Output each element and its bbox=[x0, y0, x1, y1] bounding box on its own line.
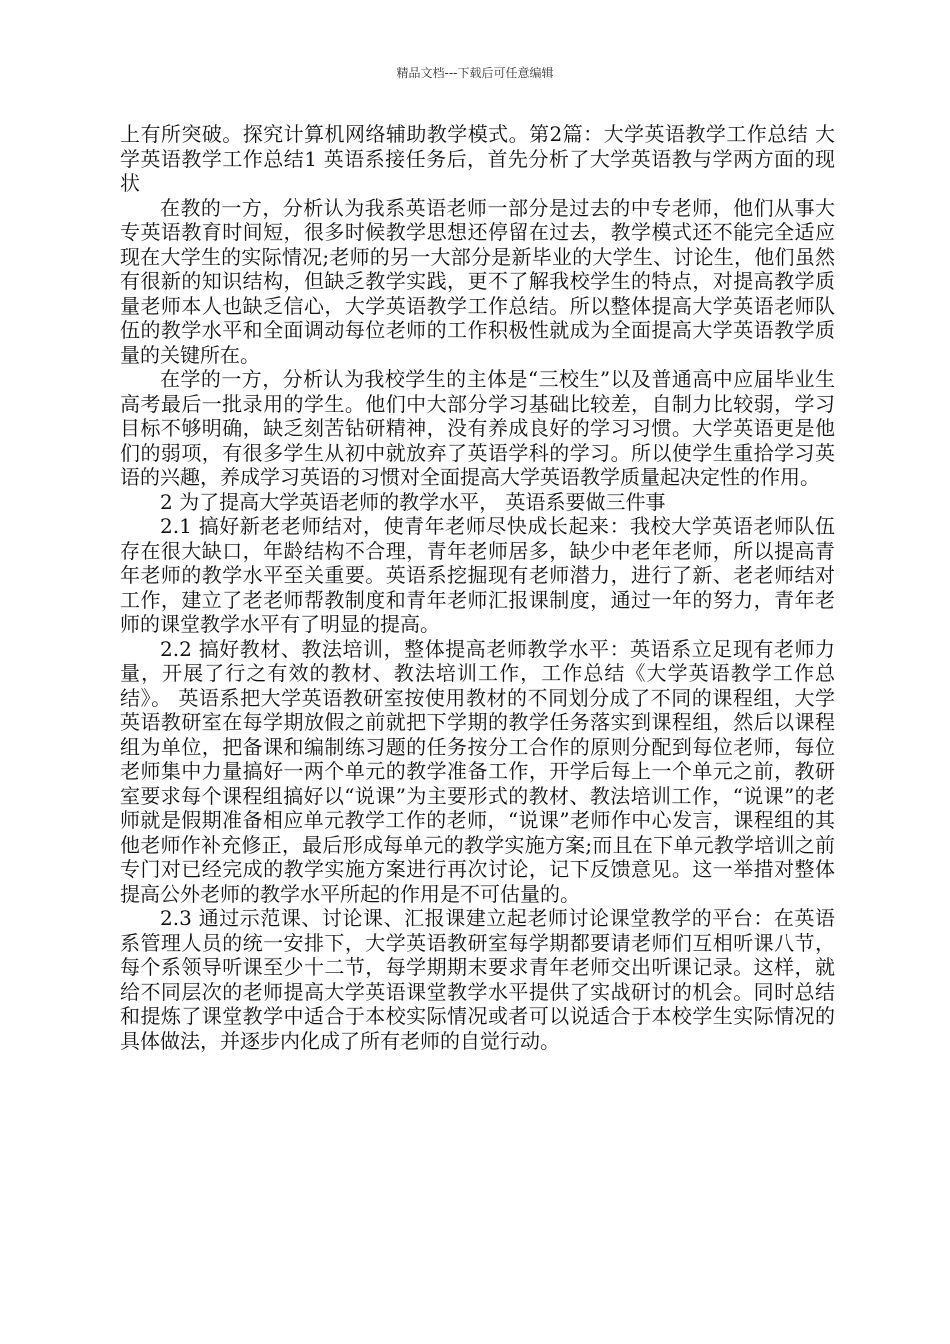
document-body bbox=[120, 122, 835, 1053]
paragraph-2-1: 2.1 搞好新老老师结对，使青年老师尽快成长起来：我校大学英语老师队伍存在很大缺口，年龄结构不合理，青年老师居多，缺少中老年老师，所以提高青年老师的教学水平至关重要。英语系挖掘现有老师潜力，进行了新、老老师结对工作，建立了老老师帮教制度和青年老师汇报课制度，通过一年的努力，青年老师的课堂教学水平有了明显的提高。 bbox=[120, 514, 835, 636]
page-header: 精品文档---下载后可任意编辑 bbox=[396, 66, 554, 80]
paragraph-3: 在学的一方，分析认为我校学生的主体是“三校生”以及普通高中应届毕业生高考最后一批录用的学生。他们中大部分学习基础比较差，自制力比较弱，学习目标不够明确，缺乏刻苦钻研精神，没有养成良好的学习习惯。大学英语更是他们的弱项，有很多学生从初中就放弃了英语学科的学习。所以使学生重拾学习英语的兴趣，养成学习英语的习惯对全面提高大学英语教学质量起决定性的作用。 bbox=[120, 367, 835, 489]
paragraph-2-2: 2.2 搞好教材、教法培训，整体提高老师教学水平：英语系立足现有老师力量，开展了行之有效的教材、教法培训工作，工作总结《大学英语教学工作总结》。 英语系把大学英语教研室按使用教材的不同划分成了不同的课程组，大学英语教研室在每学期放假之前就把下学期的教学任务落实到课程组，然后以课程组为单位，把备课和编制练习题的任务按分工合作的原则分配到每位老师，每位老师集中力量搞好一两个单元的教学准备工作，开学后每上一个单元之前，教研室要求每个课程组搞好以“说课”为主要形式的教材、教法培训工作，“说课”的老师就是假期准备相应单元教学工作的老师，“说课”老师作中心发言，课程组的其他老师作补充修正，最后形成每单元的教学实施方案;而且在下单元教学培训之前专门对已经完成的教学实施方案进行再次讨论，记下反馈意见。这一举措对整体提高公外老师的教学水平所起的作用是不可估量的。 bbox=[120, 636, 835, 906]
paragraph-2: 在教的一方，分析认为我系英语老师一部分是过去的中专老师，他们从事大专英语教育时间短，很多时候教学思想还停留在过去，教学模式还不能完全适应现在大学生的实际情况;老师的另一大部分是新毕业的大学生、讨论生，他们虽然有很新的知识结构，但缺乏教学实践，更不了解我校学生的特点，对提高教学质量老师本人也缺乏信心，大学英语教学工作总结。所以整体提高大学英语老师队伍的教学水平和全面调动每位老师的工作积极性就成为全面提高大学英语教学质量的关键所在。 bbox=[120, 195, 835, 367]
paragraph-2-3: 2.3 通过示范课、讨论课、汇报课建立起老师讨论课堂教学的平台：在英语系管理人员的统一安排下，大学英语教研室每学期都要请老师们互相听课八节，每个系领导听课至少十二节，每学期期末要求青年老师交出听课记录。这样，就给不同层次的老师提高大学英语课堂教学水平提供了实战研讨的机会。同时总结和提炼了课堂教学中适合于本校实际情况或者可以说适合于本校学生实际情况的具体做法，并逐步内化成了所有老师的自觉行动。 bbox=[120, 906, 835, 1053]
section-heading-2: 2 为了提高大学英语老师的教学水平， 英语系要做三件事 bbox=[160, 489, 666, 514]
paragraph-1: 上有所突破。探究计算机网络辅助教学模式。第2篇：大学英语教学工作总结 大学英语教学工作总结1 英语系接任务后，首先分析了大学英语教与学两方面的现状 bbox=[120, 122, 835, 195]
